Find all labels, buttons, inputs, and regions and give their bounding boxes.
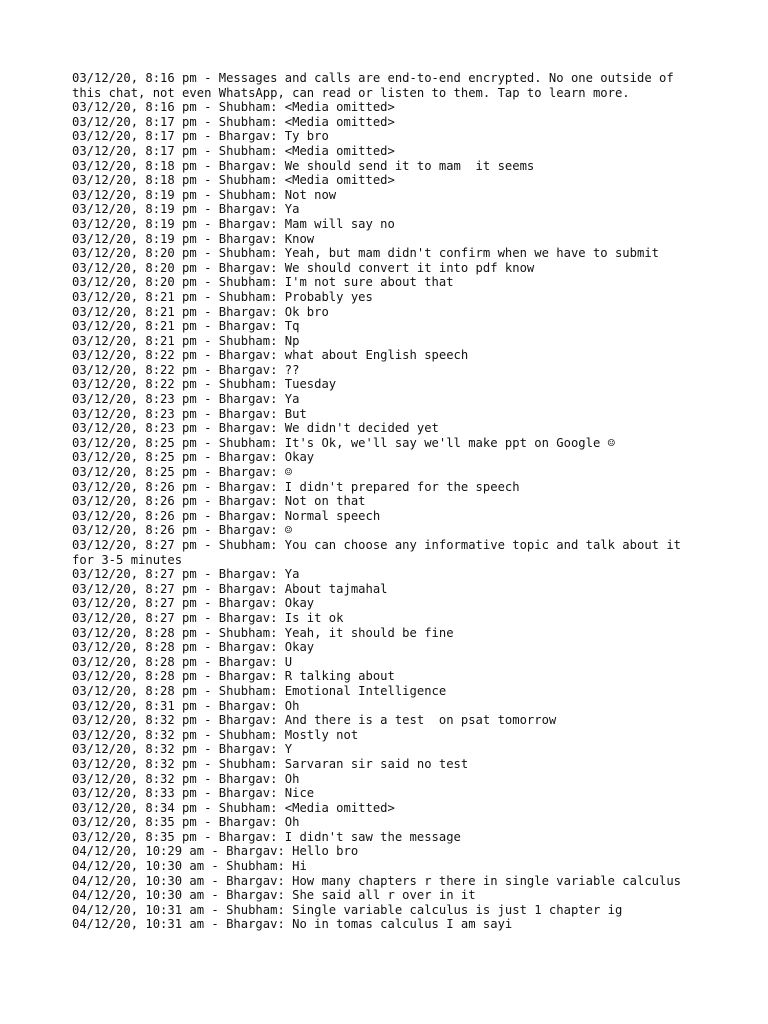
chat-line: 03/12/20, 8:17 pm - Shubham: <Media omitted> [72, 114, 395, 129]
chat-line: 03/12/20, 8:35 pm - Bhargav: Oh [72, 815, 300, 830]
chat-line: 03/12/20, 8:22 pm - Bhargav: ?? [72, 362, 300, 377]
chat-line: 03/12/20, 8:31 pm - Bhargav: Oh [72, 698, 300, 713]
chat-line: 03/12/20, 8:22 pm - Shubham: Tuesday [72, 377, 337, 392]
chat-line: 03/12/20, 8:17 pm - Bhargav: Ty bro [72, 129, 329, 144]
chat-line: 03/12/20, 8:19 pm - Bhargav: Mam will say no [72, 216, 395, 231]
chat-line: 03/12/20, 8:25 pm - Bhargav: ☺ [72, 465, 293, 480]
chat-line: 03/12/20, 8:20 pm - Bhargav: We should convert it into pdf know [72, 260, 535, 275]
chat-line: 03/12/20, 8:19 pm - Bhargav: Know [72, 231, 315, 246]
chat-line: 03/12/20, 8:34 pm - Shubham: <Media omitted> [72, 800, 395, 815]
chat-line: 03/12/20, 8:16 pm - Shubham: <Media omitted> [72, 100, 395, 115]
chat-line: 03/12/20, 8:28 pm - Bhargav: Okay [72, 640, 315, 655]
chat-line: 03/12/20, 8:27 pm - Bhargav: Is it ok [72, 610, 344, 625]
chat-line: 04/12/20, 10:31 am - Shubham: Single variable calculus is just 1 chapter ig [72, 902, 623, 917]
chat-line: 03/12/20, 8:28 pm - Shubham: Emotional Intelligence [72, 683, 447, 698]
chat-line: 03/12/20, 8:23 pm - Bhargav: We didn't decided yet [72, 421, 439, 436]
chat-line: 03/12/20, 8:19 pm - Shubham: Not now [72, 187, 337, 202]
chat-line: 03/12/20, 8:16 pm - Messages and calls are end-to-end encrypted. No one outside of [72, 71, 674, 85]
chat-line: 03/12/20, 8:28 pm - Bhargav: U [72, 654, 293, 669]
chat-line: 03/12/20, 8:21 pm - Shubham: Np [72, 333, 300, 348]
chat-line: 04/12/20, 10:30 am - Shubham: Hi [72, 859, 307, 874]
chat-line: 03/12/20, 8:25 pm - Bhargav: Okay [72, 450, 315, 465]
chat-line: 03/12/20, 8:27 pm - Shubham: You can choose any informative topic and talk about it [72, 538, 682, 552]
chat-line: 03/12/20, 8:32 pm - Bhargav: Oh [72, 771, 300, 786]
chat-line: 03/12/20, 8:27 pm - Bhargav: About tajmahal [72, 581, 388, 596]
chat-line: 03/12/20, 8:18 pm - Bhargav: We should send it to mam it seems [72, 158, 535, 173]
chat-line: 04/12/20, 10:30 am - Bhargav: How many chapters r there in single variable calculus [72, 873, 682, 888]
chat-line: 03/12/20, 8:32 pm - Bhargav: And there is a test on psat tomorrow [72, 713, 557, 728]
chat-line: 03/12/20, 8:18 pm - Shubham: <Media omitted> [72, 173, 395, 188]
chat-line: 03/12/20, 8:32 pm - Bhargav: Y [72, 742, 293, 757]
chat-line: for 3-5 minutes [72, 552, 183, 567]
chat-line: 04/12/20, 10:29 am - Bhargav: Hello bro [72, 844, 359, 859]
chat-line: 03/12/20, 8:32 pm - Shubham: Sarvaran sir said no test [72, 756, 469, 771]
chat-line: 03/12/20, 8:22 pm - Bhargav: what about English speech [72, 348, 469, 363]
chat-line: 03/12/20, 8:21 pm - Bhargav: Tq [72, 319, 300, 334]
chat-line: 03/12/20, 8:20 pm - Shubham: I'm not sure about that [72, 275, 454, 290]
chat-line: 03/12/20, 8:25 pm - Shubham: It's Ok, we'll say we'll make ppt on Google ☺ [72, 435, 615, 450]
chat-line: 03/12/20, 8:17 pm - Shubham: <Media omitted> [72, 143, 395, 158]
chat-line: 03/12/20, 8:32 pm - Shubham: Mostly not [72, 727, 359, 742]
chat-line: 03/12/20, 8:35 pm - Bhargav: I didn't saw the message [72, 829, 461, 844]
chat-line: 03/12/20, 8:26 pm - Bhargav: I didn't prepared for the speech [72, 479, 520, 494]
chat-line: 03/12/20, 8:27 pm - Bhargav: Okay [72, 596, 315, 611]
chat-line: 03/12/20, 8:26 pm - Bhargav: ☺ [72, 523, 293, 538]
chat-line: 03/12/20, 8:19 pm - Bhargav: Ya [72, 202, 300, 217]
chat-line: 03/12/20, 8:20 pm - Shubham: Yeah, but mam didn't confirm when we have to submit [72, 246, 659, 261]
chat-line: this chat, not even WhatsApp, can read or listen to them. Tap to learn more. [72, 85, 630, 100]
chat-line: 03/12/20, 8:33 pm - Bhargav: Nice [72, 786, 315, 801]
chat-line: 03/12/20, 8:26 pm - Bhargav: Not on that [72, 494, 366, 509]
chat-line: 03/12/20, 8:28 pm - Shubham: Yeah, it should be fine [72, 625, 454, 640]
chat-line: 04/12/20, 10:30 am - Bhargav: She said all r over in it [72, 888, 476, 903]
chat-line: 03/12/20, 8:27 pm - Bhargav: Ya [72, 567, 300, 582]
chat-line: 03/12/20, 8:21 pm - Shubham: Probably yes [72, 289, 373, 304]
chat-line: 03/12/20, 8:23 pm - Bhargav: But [72, 406, 307, 421]
chat-line: 03/12/20, 8:26 pm - Bhargav: Normal speech [72, 508, 381, 523]
chat-line: 03/12/20, 8:23 pm - Bhargav: Ya [72, 392, 300, 407]
chat-line: 03/12/20, 8:28 pm - Bhargav: R talking about [72, 669, 395, 684]
chat-transcript [72, 71, 712, 932]
chat-line: 03/12/20, 8:21 pm - Bhargav: Ok bro [72, 304, 329, 319]
chat-line: 04/12/20, 10:31 am - Bhargav: No in tomas calculus I am sayi [72, 917, 513, 932]
